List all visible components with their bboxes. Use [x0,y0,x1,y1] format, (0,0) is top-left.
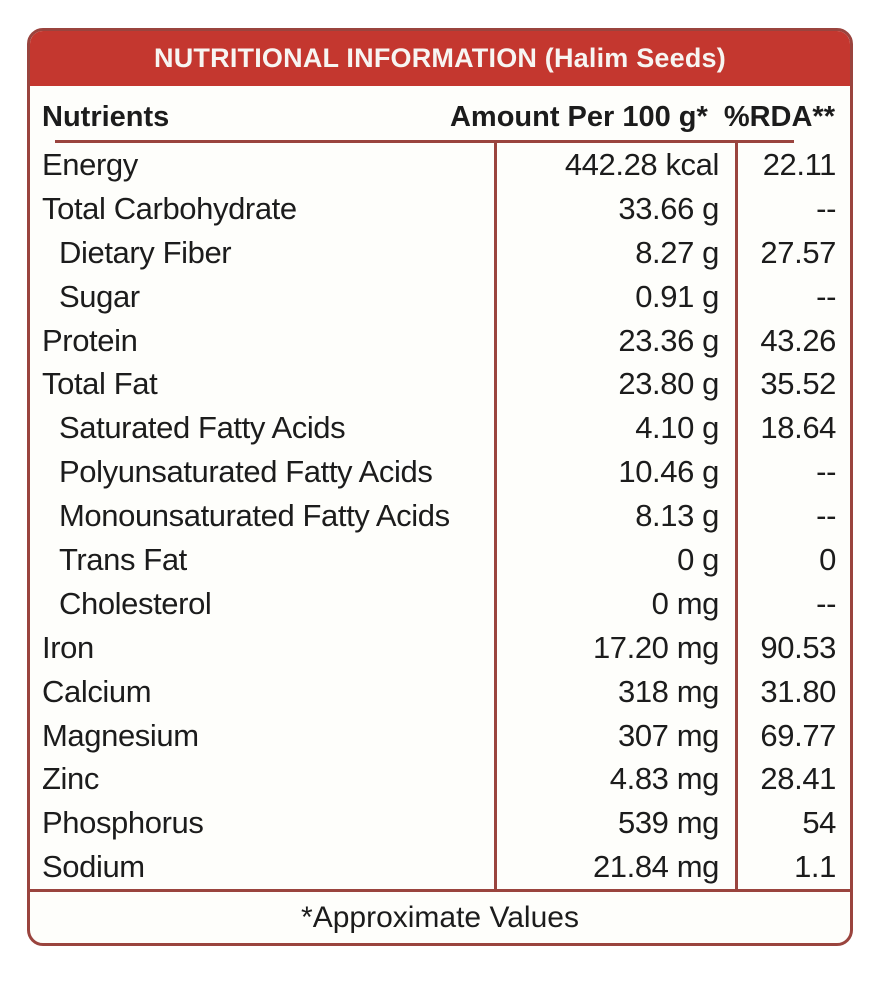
amount-cell: 17.20 mg [494,626,738,670]
col-header-amount: Amount Per 100 g* [449,100,708,133]
rda-cell: 18.64 [760,410,836,446]
nutrient-cell: Saturated Fatty Acids [59,410,346,446]
rda-cell: 0 [819,541,836,577]
rda-cell: 28.41 [760,761,836,797]
table-row [30,494,850,538]
amount-cell: 4.10 g [494,406,738,450]
nutrient-cell: Polyunsaturated Fatty Acids [59,454,433,490]
amount-cell: 8.13 g [494,494,738,538]
nutrition-label-card [27,28,853,946]
rda-cell: -- [816,498,836,534]
rda-cell: 1.1 [794,849,836,885]
amount-cell: 0 g [494,538,738,582]
table-row [30,538,850,582]
nutrient-cell: Sodium [42,849,145,885]
table-row [30,231,850,275]
table-row [30,143,850,187]
nutrient-cell: Dietary Fiber [59,234,232,270]
nutrient-cell: Cholesterol [59,585,212,621]
table-row [30,757,850,801]
rda-cell: 90.53 [760,629,836,665]
amount-cell: 10.46 g [494,450,738,494]
amount-cell: 33.66 g [494,187,738,231]
nutrient-cell: Total Carbohydrate [42,190,297,226]
amount-cell: 0.91 g [494,275,738,319]
amount-cell: 8.27 g [494,231,738,275]
amount-cell: 23.36 g [494,319,738,363]
nutrition-table [30,143,850,889]
table-row [30,626,850,670]
rda-cell: -- [816,190,836,226]
table-row [30,801,850,845]
nutrient-cell: Sugar [59,278,140,314]
rda-cell: -- [816,585,836,621]
nutrient-cell: Iron [42,629,94,665]
amount-cell: 0 mg [494,582,738,626]
rda-cell: 35.52 [760,366,836,402]
title-bar [30,31,850,86]
table-row [30,319,850,363]
nutrient-cell: Zinc [42,761,99,797]
nutrient-cell: Protein [42,322,138,358]
table-row [30,275,850,319]
amount-cell: 21.84 mg [494,845,738,889]
table-row [30,406,850,450]
rda-cell: 69.77 [760,717,836,753]
rda-cell: -- [816,454,836,490]
amount-cell: 23.80 g [494,362,738,406]
amount-cell: 539 mg [494,801,738,845]
rda-cell: 43.26 [760,322,836,358]
amount-cell: 4.83 mg [494,757,738,801]
rda-cell: 54 [802,805,836,841]
amount-cell: 318 mg [494,670,738,714]
nutrient-cell: Energy [42,146,138,182]
col-header-nutrients: Nutrients [42,100,170,133]
nutrient-cell: Calcium [42,673,152,709]
table-row [30,582,850,626]
nutrient-cell: Phosphorus [42,805,204,841]
table-row [30,845,850,889]
nutrient-cell: Monounsaturated Fatty Acids [59,498,450,534]
table-row [30,714,850,758]
rda-cell: 22.11 [762,146,836,182]
table-row [30,670,850,714]
col-header-rda: %RDA** [723,100,835,133]
table-row [30,362,850,406]
rda-cell: 31.80 [760,673,836,709]
amount-cell: 442.28 kcal [494,143,738,187]
nutrient-cell: Total Fat [42,366,158,402]
nutrient-cell: Magnesium [42,717,199,753]
page-title: NUTRITIONAL INFORMATION (Halim Seeds) [154,43,726,73]
rda-cell: 27.57 [760,234,836,270]
nutrient-cell: Trans Fat [59,541,187,577]
footnote: *Approximate Values [30,889,850,943]
amount-cell: 307 mg [494,714,738,758]
column-headers [30,86,850,140]
table-row [30,450,850,494]
rda-cell: -- [816,278,836,314]
table-row [30,187,850,231]
